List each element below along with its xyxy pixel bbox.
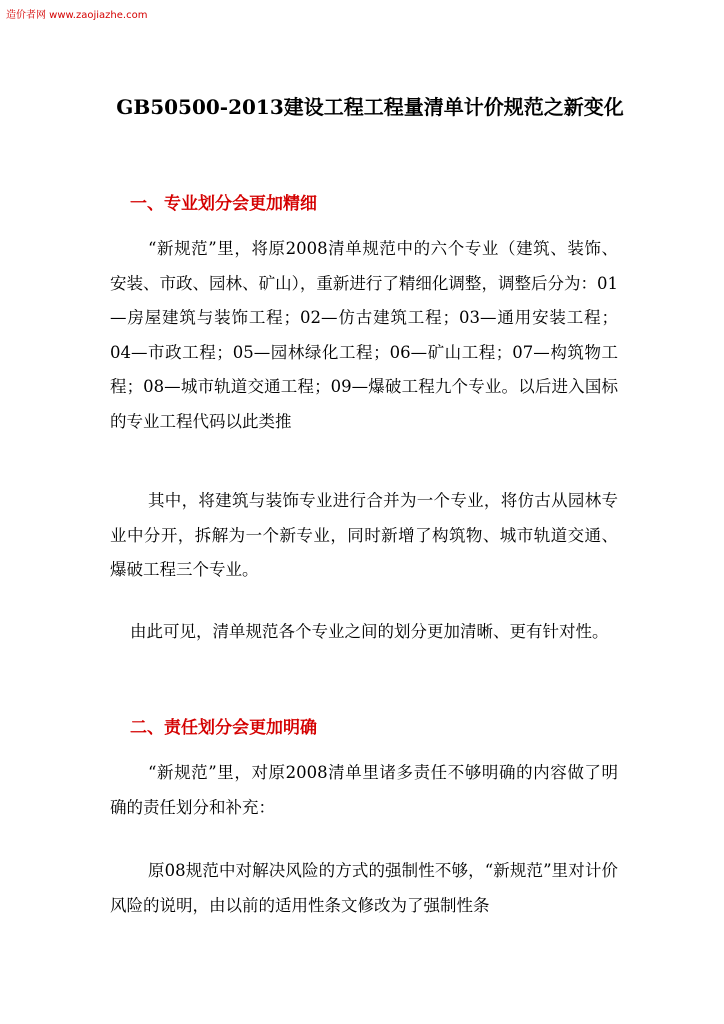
section-1-paragraph-2: 其中，将建筑与装饰专业进行合并为一个专业，将仿古从园林专业中分开，拆解为一个新专业，同时新增了构筑物、城市轨道交通、爆破工程三个专业。: [110, 491, 618, 579]
section-2-paragraph-1: “新规范”里，对原2008清单里诸多责任不够明确的内容做了明确的责任划分和补充：: [110, 763, 618, 817]
section-heading-1: 一、专业划分会更加精细: [130, 194, 317, 214]
header-site-link[interactable]: 造价者网 www.zaojiazhe.com: [6, 10, 148, 21]
section-heading-2: 二、责任划分会更加明确: [130, 718, 317, 738]
document-title: GB50500-2013建设工程工程量清单计价规范之新变化: [116, 95, 624, 119]
section-1-paragraph-3: 由此可见，清单规范各个专业之间的划分更加清晰、更有针对性。: [130, 622, 609, 641]
section-1-paragraph-1: “新规范”里，将原2008清单规范中的六个专业（建筑、装饰、安装、市政、园林、矿山），重新进行了精细化调整，调整后分为：01—房屋建筑与装饰工程；02—仿古建筑工程；03—通用安装工程；04—市政工程；05—园林绿化工程；06—矿山工程；07—构筑物工程；08—城市轨道交通工程；09—爆破工程九个专业。以后进入国标的专业工程代码以此类推: [110, 239, 618, 431]
section-2-paragraph-2: 原08规范中对解决风险的方式的强制性不够，“新规范”里对计价风险的说明，由以前的适用性条文修改为了强制性条: [110, 861, 618, 915]
